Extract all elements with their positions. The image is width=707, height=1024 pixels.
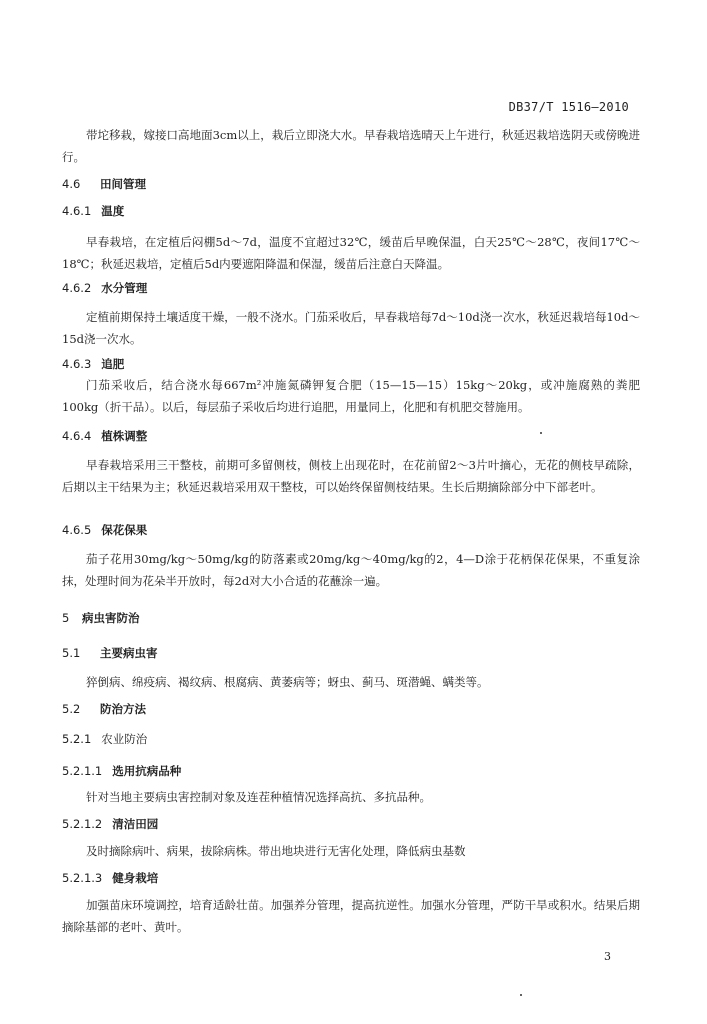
section-title: 水分管理 <box>101 281 148 295</box>
scan-speck <box>540 432 542 434</box>
body-paragraph: 定植前期保持土壤适度干燥，一般不浇水。门茄采收后，早春栽培每7d～10d浇一次水，秋延迟栽培每10d～15d浇一次水。 <box>62 310 640 346</box>
scan-speck <box>520 994 522 996</box>
section-heading <box>62 610 140 626</box>
section-heading <box>62 816 158 832</box>
body-paragraph: 早春栽培，在定植后闷棚5d～7d，温度不宜超过32℃，缓苗后早晚保温，白天25℃～28℃，夜间17℃～18℃；秋延迟栽培，定植后5d内要遮阳降温和保湿，缓苗后注意白天降温。 <box>62 235 640 271</box>
section-title: 病虫害防治 <box>82 611 140 625</box>
section-title: 健身栽培 <box>112 871 159 885</box>
section-title: 田间管理 <box>100 177 146 191</box>
section-heading <box>62 356 124 372</box>
section-number: 4.6.1 <box>62 204 92 218</box>
section-title: 防治方法 <box>100 702 146 716</box>
body-paragraph: 加强苗床环境调控，培育适龄壮苗。加强养分管理，提高抗逆性。加强水分管理，严防干旱或积水。结果后期摘除基部的老叶、黄叶。 <box>62 898 640 934</box>
section-heading <box>62 428 147 444</box>
body-paragraph: 门茄采收后，结合浇水每667m²冲施氮磷钾复合肥（15—15—15）15kg～20kg，或冲施腐熟的粪肥100kg（折干品）。以后，每层茄子采收后均进行追肥，用量同上，化肥和有机肥交替施用。 <box>62 378 640 414</box>
section-number: 4.6.2 <box>62 281 92 295</box>
section-number: 5.2 <box>62 702 81 716</box>
section-heading <box>62 870 158 886</box>
section-number: 5.2.1 <box>62 732 92 746</box>
body-paragraph: 早春栽培采用三干整枝，前期可多留侧枝，侧枝上出现花时，在花前留2～3片叶摘心，无花的侧枝早疏除，后期以主干结果为主；秋延迟栽培采用双干整枝，可以始终保留侧枝结果。生长后期摘除部分中下部老叶。 <box>62 458 640 494</box>
section-number: 5.1 <box>62 646 81 660</box>
section-heading <box>62 731 147 747</box>
section-title: 温度 <box>101 204 125 218</box>
section-number: 4.6.3 <box>62 357 92 371</box>
page-number: 3 <box>604 950 611 963</box>
body-paragraph: 猝倒病、绵疫病、褐纹病、根腐病、黄萎病等；蚜虫、蓟马、斑潜蝇、螨类等。 <box>86 675 489 689</box>
section-number: 4.6 <box>62 177 81 191</box>
section-number: 5.2.1.3 <box>62 871 103 885</box>
section-number: 5.2.1.2 <box>62 817 103 831</box>
section-number: 5.2.1.1 <box>62 764 103 778</box>
section-title: 植株调整 <box>101 429 148 443</box>
section-number: 4.6.5 <box>62 523 92 537</box>
body-paragraph: 带坨移栽，嫁接口高地面3cm以上，栽后立即浇大水。早春栽培选晴天上午进行，秋延迟栽培选阴天或傍晚进行。 <box>62 128 640 164</box>
standard-number-header: DB37/T 1516—2010 <box>508 100 629 114</box>
body-paragraph: 针对当地主要病虫害控制对象及连茬种植情况选择高抗、多抗品种。 <box>86 790 431 804</box>
section-title: 主要病虫害 <box>100 646 158 660</box>
body-paragraph: 及时摘除病叶、病果，拔除病株。带出地块进行无害化处理，降低病虫基数 <box>86 844 466 858</box>
section-heading <box>62 701 146 717</box>
section-heading <box>62 203 124 219</box>
section-title: 保花保果 <box>101 523 148 537</box>
section-number: 4.6.4 <box>62 429 92 443</box>
section-heading <box>62 645 158 661</box>
section-title: 农业防治 <box>101 732 148 746</box>
section-title: 清洁田园 <box>112 817 159 831</box>
section-heading <box>62 522 147 538</box>
section-heading <box>62 280 147 296</box>
section-heading <box>62 176 146 192</box>
section-number: 5 <box>62 611 70 625</box>
section-title: 选用抗病品种 <box>112 764 182 778</box>
section-heading <box>62 763 181 779</box>
section-title: 追肥 <box>101 357 125 371</box>
body-paragraph: 茄子花用30mg/kg～50mg/kg的防落素或20mg/kg～40mg/kg的2，4—D涂于花柄保花保果，不重复涂抹，处理时间为花朵半开放时，每2d对大小合适的花蘸涂一遍。 <box>62 552 640 588</box>
